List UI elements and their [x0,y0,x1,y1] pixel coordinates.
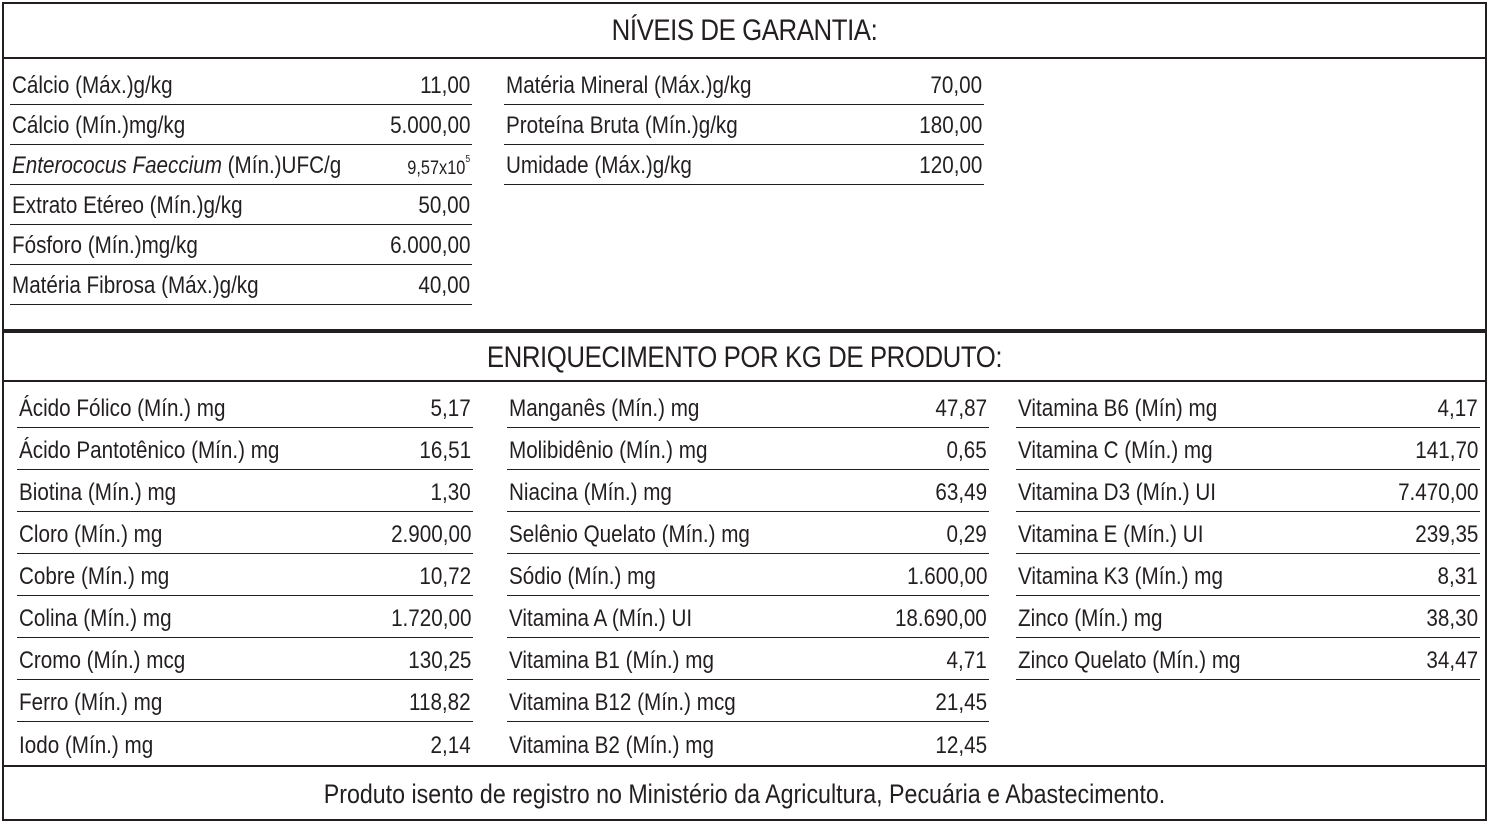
nutrient-label: Vitamina K3 (Mín.) mg [1018,563,1223,590]
nutrient-value: 2.900,00 [390,521,471,548]
nutrient-value [407,154,470,180]
nutrient-row [507,512,989,554]
nutrient-label: Vitamina B12 (Mín.) mcg [509,689,736,716]
nutrient-value: 1.720,00 [390,605,471,632]
species-name: Enterococus Faeccium [12,152,222,179]
nutrient-value: 10,72 [419,563,471,590]
nutrient-label: Iodo (Mín.) mg [19,732,154,759]
nutrient-value: 130,25 [407,647,471,674]
enrichment-column-3 [1016,386,1480,680]
nutrient-label: Ácido Pantotênico (Mín.) mg [19,437,280,464]
nutrient-value: 239,35 [1414,521,1478,548]
nutrient-label: Matéria Fibrosa (Máx.)g/kg [12,272,259,299]
nutrient-label: Vitamina C (Mín.) mg [1018,437,1213,464]
nutrient-value: 11,00 [419,72,470,99]
nutrient-label: Biotina (Mín.) mg [19,479,177,506]
nutrient-value: 16,51 [419,437,471,464]
nutrient-row [1016,596,1480,638]
title-divider [4,57,1485,59]
nutrient-row [17,680,473,722]
enrichment-column-1 [17,386,473,764]
nutrient-label: Selênio Quelato (Mín.) mg [509,521,750,548]
nutrient-label: Vitamina E (Mín.) UI [1018,521,1204,548]
nutrient-row [507,554,989,596]
nutrient-label: Zinco (Mín.) mg [1018,605,1163,632]
nutrient-value: 21,45 [935,689,987,716]
nutrient-value: 8,31 [1437,563,1478,590]
nutrient-row [17,470,473,512]
nutrient-label: Niacina (Mín.) mg [509,479,672,506]
nutrient-value: 7.470,00 [1397,479,1478,506]
nutrient-row [10,225,472,265]
registration-notice: Produto isento de registro no Ministério da Agricultura, Pecuária e Abastecimento. [323,779,1166,809]
guarantee-column-1 [10,65,472,305]
nutrient-label: Umidade (Máx.)g/kg [506,152,692,179]
nutrient-row [507,722,989,764]
nutrient-value: 12,45 [935,732,987,759]
nutrient-row [507,596,989,638]
guarantee-levels-panel [2,2,1487,331]
nutrient-value: 40,00 [418,272,470,299]
nutrient-label: Colina (Mín.) mg [19,605,172,632]
nutrient-row [507,638,989,680]
nutrient-label: Manganês (Mín.) mg [509,395,700,422]
nutrient-row [17,512,473,554]
nutrient-label: Vitamina A (Mín.) UI [509,605,693,632]
nutrient-value: 50,00 [418,192,470,219]
nutrient-value: 70,00 [930,72,982,99]
nutrient-row [507,428,989,470]
nutrient-value: 34,47 [1426,647,1478,674]
nutrient-row [504,65,984,105]
nutrient-value: 1.600,00 [906,563,987,590]
nutrient-value: 18.690,00 [895,605,987,632]
nutrient-label [12,152,341,180]
nutrient-label: Cálcio (Mín.)mg/kg [12,112,186,139]
enrichment-column-2 [507,386,989,764]
nutrient-label: Vitamina B6 (Mín) mg [1018,395,1218,422]
nutrient-row [1016,386,1480,428]
nutrient-row [507,470,989,512]
nutrient-row [17,554,473,596]
nutrient-row [17,638,473,680]
nutrient-row [10,105,472,145]
nutrient-value: 6.000,00 [389,232,470,259]
nutrient-row [17,428,473,470]
nutrient-value: 180,00 [918,112,982,139]
nutrient-value: 118,82 [409,689,471,716]
nutrient-row [17,596,473,638]
nutrient-value: 5,17 [430,395,471,422]
nutrient-row [17,722,473,764]
nutrient-value: 120,00 [918,152,982,179]
nutrient-value: 4,71 [946,647,987,674]
guarantee-column-2 [504,65,984,185]
nutrient-label: Ferro (Mín.) mg [19,689,163,716]
unit-text: (Mín.)UFC/g [221,152,342,179]
nutrient-row [1016,554,1480,596]
nutrient-label: Matéria Mineral (Máx.)g/kg [506,72,752,99]
nutrient-label: Sódio (Mín.) mg [509,563,656,590]
nutrient-label: Zinco Quelato (Mín.) mg [1018,647,1241,674]
nutrient-value: 5.000,00 [389,112,470,139]
nutrient-value: 47,87 [935,395,987,422]
nutrient-label: Fósforo (Mín.)mg/kg [12,232,198,259]
nutrient-value: 0,29 [946,521,987,548]
nutrient-label: Cromo (Mín.) mcg [19,647,186,674]
nutrient-value: 141,70 [1414,437,1478,464]
nutrient-value: 38,30 [1426,605,1478,632]
footer-divider [4,765,1485,767]
nutrient-row [1016,638,1480,680]
nutrient-label: Vitamina D3 (Mín.) UI [1018,479,1217,506]
guarantee-levels-title: NÍVEIS DE GARANTIA: [611,14,878,47]
nutrient-row [1016,512,1480,554]
value-exponent: 5 [465,154,470,165]
nutrient-row [10,65,472,105]
nutrient-value: 0,65 [946,437,987,464]
nutrient-label: Ácido Fólico (Mín.) mg [19,395,226,422]
nutrient-label: Extrato Etéreo (Mín.)g/kg [12,192,243,219]
nutrient-label: Cobre (Mín.) mg [19,563,170,590]
nutrient-label: Proteína Bruta (Mín.)g/kg [506,112,738,139]
nutrient-label: Cloro (Mín.) mg [19,521,163,548]
nutrient-row [10,185,472,225]
nutrient-row [507,680,989,722]
nutrient-row [1016,470,1480,512]
nutrient-value: 2,14 [430,732,471,759]
enrichment-title: ENRIQUECIMENTO POR KG DE PRODUTO: [486,341,1003,374]
nutrient-row [10,145,472,185]
nutrient-label: Vitamina B2 (Mín.) mg [509,732,714,759]
nutrient-label: Vitamina B1 (Mín.) mg [509,647,714,674]
nutrient-value: 63,49 [935,479,987,506]
value-base: 9,57x10 [407,158,466,179]
nutrient-row [17,386,473,428]
nutrient-row [504,105,984,145]
nutrient-row [1016,428,1480,470]
enrichment-panel [2,331,1487,821]
nutrient-label: Cálcio (Máx.)g/kg [12,72,173,99]
title-divider [4,380,1485,382]
nutrient-row [504,145,984,185]
nutrient-value: 4,17 [1437,395,1478,422]
nutrient-row [507,386,989,428]
nutrient-row [10,265,472,305]
nutrient-value: 1,30 [430,479,471,506]
nutrient-label: Molibidênio (Mín.) mg [509,437,708,464]
